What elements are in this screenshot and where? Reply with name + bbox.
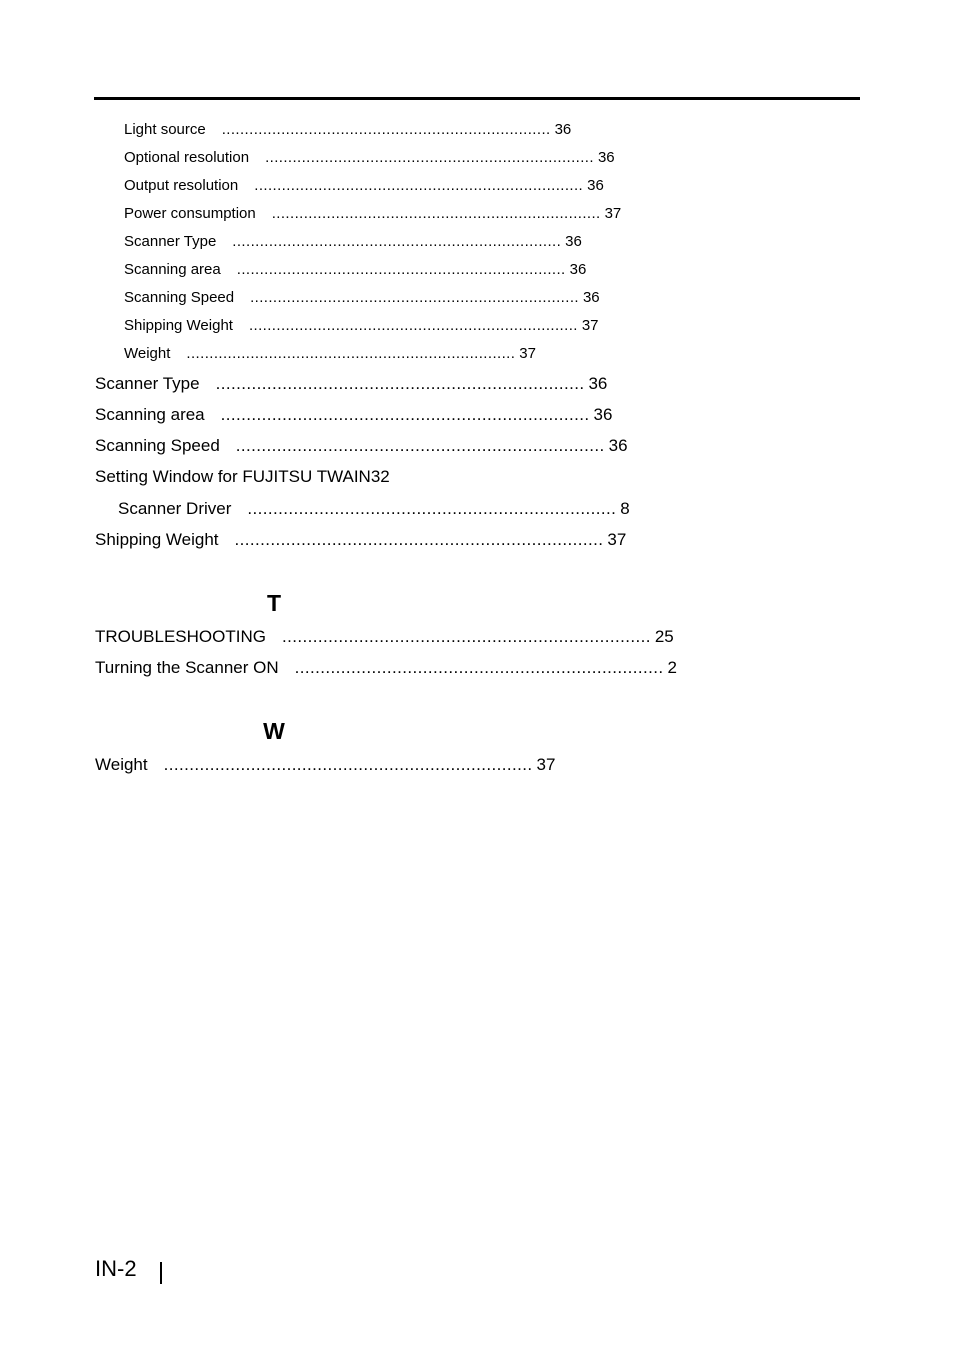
index-entry [95,374,608,394]
index-page-number: 37 [519,345,536,362]
index-entry [95,627,674,647]
index-term: Shipping Weight [95,530,219,549]
index-term: Scanning Speed [95,436,220,455]
index-page-number: 8 [620,499,630,518]
header-rule [94,97,860,100]
index-sub-entry [124,205,622,222]
index-sub-entry [124,317,599,334]
index-term: Shipping Weight [124,317,233,334]
leader-dots: ........................................................................ [271,205,601,222]
index-term: Scanner Driver [118,499,232,518]
index-sub-entry [124,289,600,306]
index-page-number: 37 [607,530,627,549]
index-entry [95,436,628,456]
leader-dots: ........................................................................ [281,627,651,646]
index-page-number: 36 [597,149,615,166]
index-page-number: 37 [604,205,622,222]
leader-dots: ........................................................................ [186,345,516,362]
index-term: Turning the Scanner ON [95,658,279,677]
index-page-number: 25 [654,627,674,646]
index-term: Light source [124,121,206,138]
leader-dots: ........................................................................ [235,436,605,455]
index-term: Power consumption [124,205,256,222]
index-sub-entry [124,121,572,138]
index-entry [95,530,627,550]
leader-dots: ........................................................................ [234,530,604,549]
leader-dots: ........................................................................ [250,289,579,306]
index-term: Scanning Speed [124,289,235,306]
index-entry [95,755,556,775]
index-term: Scanner Type [124,233,217,250]
index-entry [95,405,613,425]
index-term: Scanner Type [95,374,200,393]
leader-dots: ........................................................................ [248,317,578,334]
leader-dots: ........................................................................ [221,121,551,138]
index-page-number: 37 [536,755,556,774]
index-page-number: 36 [593,405,613,424]
leader-dots: ........................................................................ [215,374,585,393]
leader-dots: ........................................................................ [236,261,566,278]
index-page-number: 36 [582,289,600,306]
leader-dots: ........................................................................ [254,177,584,194]
index-sub-entry [124,149,615,166]
index-entry [95,658,677,678]
index-page-number: 36 [588,374,608,393]
index-entry-continuation [118,499,630,519]
index-page-number: 36 [565,233,582,250]
index-term: Scanning area [124,261,221,278]
footer-divider [160,1262,162,1284]
index-sub-entry [124,261,587,278]
leader-dots: ........................................................................ [294,658,664,677]
index-term: Optional resolution [124,149,250,166]
index-sub-entry [124,345,536,362]
index-sub-entry [124,233,582,250]
index-page-number: 36 [608,436,628,455]
leader-dots: ........................................................................ [265,149,594,166]
index-entry-heading: Setting Window for FUJITSU TWAIN32 [95,467,390,486]
index-page-number: 37 [581,317,599,334]
leader-dots: ........................................................................ [232,233,562,250]
index-page-number: 36 [569,261,587,278]
index-term: Weight [124,345,171,362]
leader-dots: ........................................................................ [163,755,533,774]
index-page-number: 36 [587,177,604,194]
leader-dots: ........................................................................ [220,405,590,424]
page-number-label: IN-2 [95,1256,137,1281]
section-letter-t: T [266,590,282,616]
leader-dots: ........................................................................ [247,499,617,518]
index-term: TROUBLESHOOTING [95,627,266,646]
section-letter-w: W [263,718,285,744]
index-page-number: 36 [554,121,572,138]
index-term: Output resolution [124,177,239,194]
index-page-number: 2 [667,658,677,677]
index-sub-entry [124,177,604,194]
index-term: Scanning area [95,405,205,424]
index-term: Weight [95,755,148,774]
